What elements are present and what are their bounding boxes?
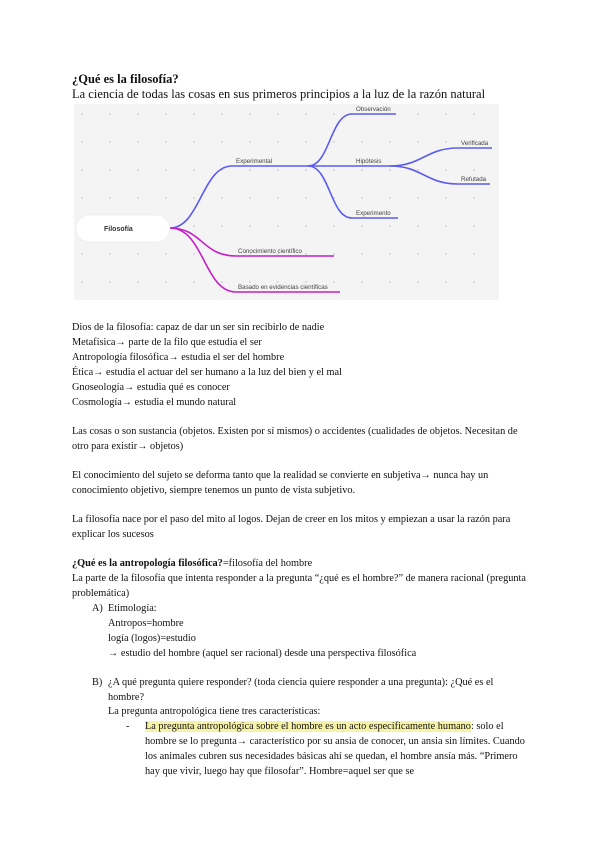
section-question: ¿Qué es la antropología filosófica? bbox=[72, 558, 223, 569]
list-marker-b: B) bbox=[92, 677, 103, 688]
list-marker-a: A) bbox=[92, 603, 103, 614]
list-item-a-label: Etimología: bbox=[108, 603, 157, 614]
node-basado: Basado en evidencias científicas bbox=[238, 284, 328, 291]
definition-line: Cosmología→ estudia el mundo natural bbox=[72, 397, 237, 408]
node-observacion: Observación bbox=[356, 106, 391, 113]
paragraph-conocimiento: El conocimiento del sujeto se deforma tanto que la realidad se convierte en subjetiva→ nunca hay un conocimiento objetivo, siempre tenemos un punto de vista subjetivo. bbox=[72, 470, 489, 496]
definition-line: Metafísica→ parte de la filo que estudia el ser bbox=[72, 337, 262, 348]
bullet-item bbox=[145, 719, 528, 779]
list-item-a-line: → estudio del hombre (aquel ser racional) desde una perspectiva filosófica bbox=[108, 648, 417, 659]
list-item-b-text: ¿A qué pregunta quiere responder? (toda ciencia quiere responder a una pregunta): ¿Qué es el hombre? bbox=[108, 677, 494, 703]
root-node-label: Filosofía bbox=[104, 226, 133, 233]
list-item-a-line: Antropos=hombre bbox=[108, 618, 184, 629]
node-refutada: Refutada bbox=[461, 176, 487, 183]
list-item-a-line: logía (logos)=estudio bbox=[108, 633, 196, 644]
section-answer: =filosofía del hombre bbox=[222, 558, 313, 569]
page-subtitle: La ciencia de todas las cosas en sus primeros principios a la luz de la razón natural bbox=[72, 87, 486, 101]
node-hipotesis: Hipótesis bbox=[356, 158, 382, 165]
paragraph-cosas: Las cosas o son sustancia (objetos. Existen por sí mismos) o accidentes (cualidades de objetos. Necesitan de otro para existir→ objetos) bbox=[72, 426, 518, 452]
page-title: ¿Qué es la filosofía? bbox=[72, 72, 179, 86]
node-conocimiento: Conocimiento científico bbox=[238, 248, 302, 255]
node-experimento: Experimento bbox=[356, 210, 391, 217]
definition-line: Ética→ estudia el actuar del ser humano a la luz del bien y el mal bbox=[72, 367, 342, 378]
section-intro: La parte de la filosofía que intenta responder a la pregunta “¿qué es el hombre?” de manera racional (pregunta problemática) bbox=[72, 573, 526, 599]
definition-line: Antropología filosófica→ estudia el ser del hombre bbox=[72, 352, 285, 363]
mind-map-diagram bbox=[74, 104, 499, 300]
bullet-marker: - bbox=[126, 721, 130, 732]
node-experimental: Experimental bbox=[236, 158, 273, 165]
paragraph-filosofia: La filosofía nace por el paso del mito al logos. Dejan de creer en los mitos y empiezan a usar la razón para explicar los sucesos bbox=[72, 514, 511, 540]
definition-line: Gnoseología→ estudia qué es conocer bbox=[72, 382, 230, 393]
node-verificada: Verificada bbox=[461, 140, 489, 147]
bullet-rest-text: : solo el hombre se lo pregunta→ característico por su ansia de conocer, un ansia sin límites. Cuando los animales cubren sus necesidades básicas ahí se quedan, el hombre ansía más. “Primero hay que vivir, luego hay que filosofar”. Hombre=aquel ser que se bbox=[145, 721, 525, 777]
definition-line: Dios de la filosofía: capaz de dar un ser sin recibirlo de nadie bbox=[72, 322, 325, 333]
highlighted-text: La pregunta antropológica sobre el hombre es un acto específicamente humano bbox=[145, 721, 471, 732]
list-item-b-features: La pregunta antropológica tiene tres características: bbox=[108, 706, 321, 717]
section-heading bbox=[72, 556, 312, 571]
